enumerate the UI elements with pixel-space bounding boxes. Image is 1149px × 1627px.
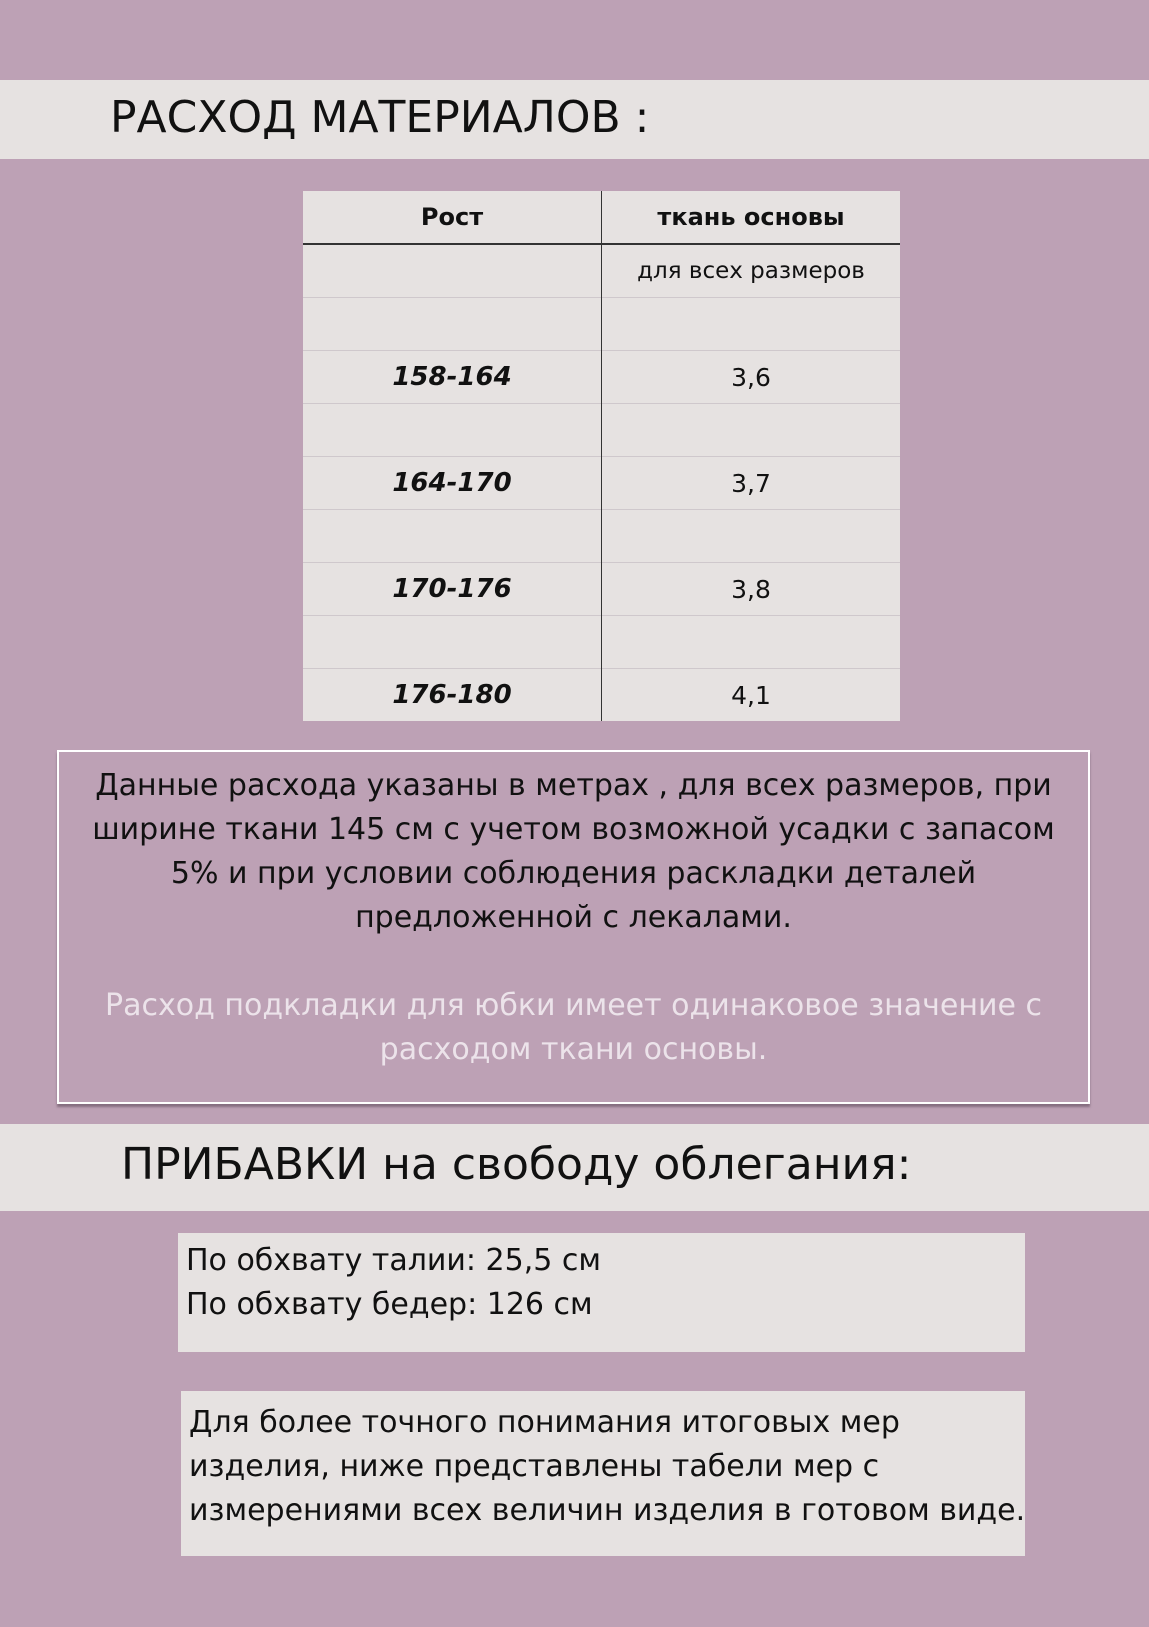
measurements-info-box — [181, 1391, 1025, 1556]
row-height: 170-176 — [303, 563, 602, 616]
table-cell-empty — [303, 616, 602, 669]
row-fabric: 3,6 — [602, 351, 901, 404]
table-spacer-row — [303, 616, 900, 669]
row-fabric: 3,8 — [602, 563, 901, 616]
table-cell-empty — [602, 510, 901, 563]
table-cell-empty — [303, 510, 602, 563]
info-line: измерениями всех величин изделия в готовом виде. — [189, 1493, 1026, 1528]
materials-title: РАСХОД МАТЕРИАЛОВ : — [110, 92, 650, 143]
table-row — [303, 563, 900, 616]
waist-allowance: По обхвату талии: 25,5 см — [186, 1243, 602, 1278]
table-cell-empty — [303, 244, 602, 298]
allowances-title: ПРИБАВКИ на свободу облегания: — [121, 1139, 912, 1190]
hips-allowance: По обхвату бедер: 126 см — [186, 1287, 593, 1322]
lining-note-text: Расход подкладки для юбки имеет одинаковое значение с расходом ткани основы. — [105, 988, 1042, 1067]
table-cell-empty — [602, 404, 901, 457]
allowances-header-band — [0, 1124, 1149, 1211]
row-height: 176-180 — [303, 669, 602, 722]
table-subheader-row — [303, 244, 900, 298]
subheader-all-sizes: для всех размеров — [602, 244, 901, 298]
row-height: 158-164 — [303, 351, 602, 404]
table-spacer-row — [303, 510, 900, 563]
table-header-row — [303, 191, 900, 244]
table-row — [303, 457, 900, 510]
materials-table — [303, 191, 900, 721]
row-fabric: 4,1 — [602, 669, 901, 722]
materials-header-band — [0, 80, 1149, 159]
info-line: Для более точного понимания итоговых мер — [189, 1405, 900, 1440]
consumption-note-text: Данные расхода указаны в метрах , для всех размеров, при ширине ткани 145 см с учетом возможной усадки с запасом 5% и при условии соблюдения раскладки деталей предложенной с лекалами. — [92, 768, 1055, 935]
info-line: изделия, ниже представлены табели мер с — [189, 1449, 880, 1484]
consumption-note-box — [57, 750, 1090, 1104]
row-fabric: 3,7 — [602, 457, 901, 510]
table-cell-empty — [602, 616, 901, 669]
header-fabric: ткань основы — [602, 191, 901, 244]
row-height: 164-170 — [303, 457, 602, 510]
table-spacer-row — [303, 404, 900, 457]
table-cell-empty — [303, 404, 602, 457]
table-spacer-row — [303, 298, 900, 351]
table-row — [303, 669, 900, 722]
table-cell-empty — [303, 298, 602, 351]
allowances-box — [178, 1233, 1025, 1352]
header-height: Рост — [303, 191, 602, 244]
table-cell-empty — [602, 298, 901, 351]
table-row — [303, 351, 900, 404]
